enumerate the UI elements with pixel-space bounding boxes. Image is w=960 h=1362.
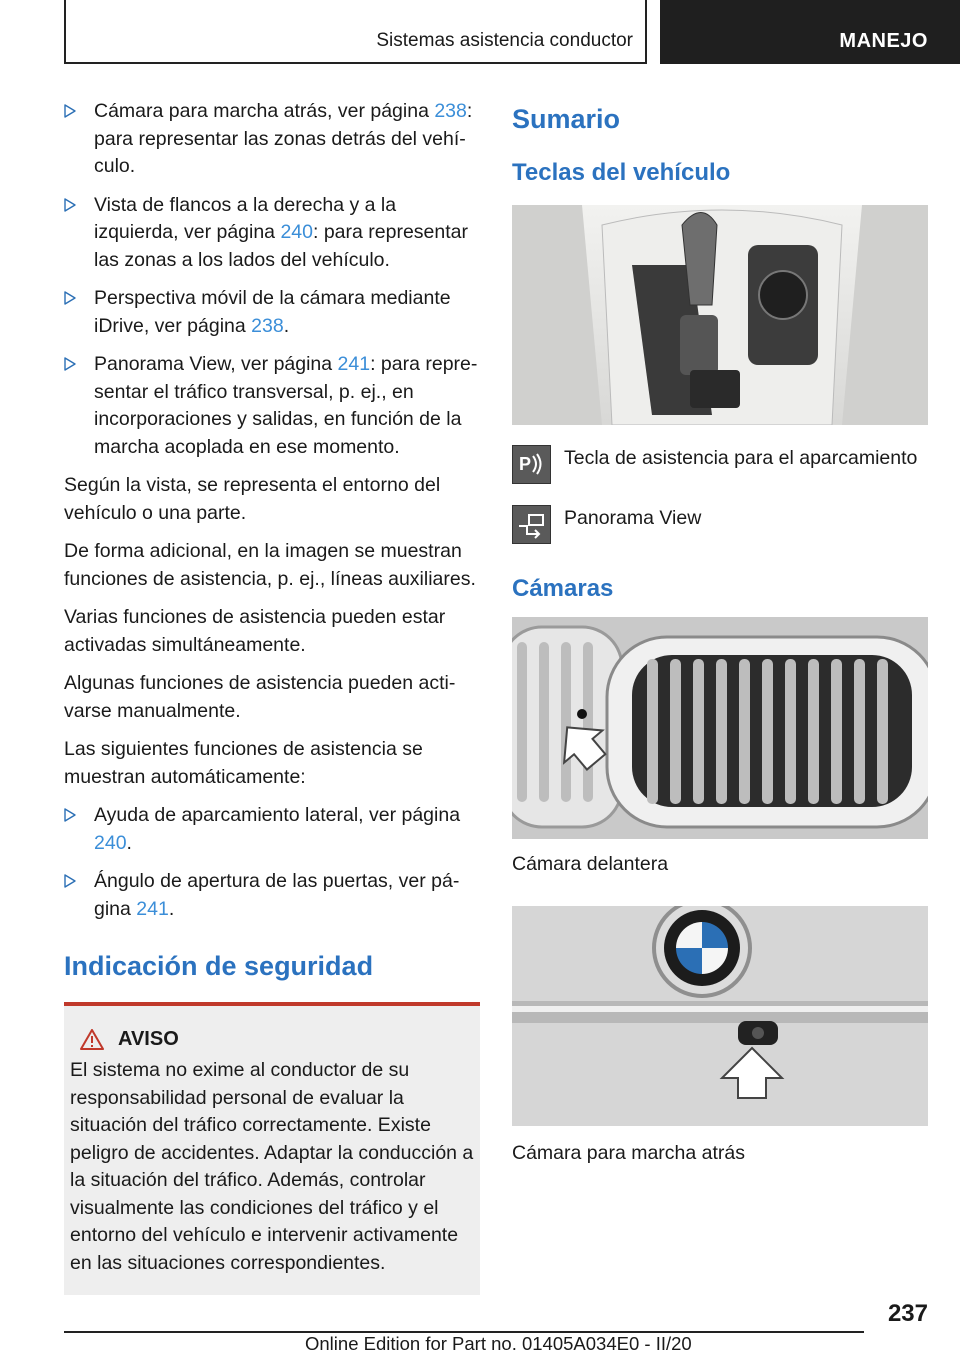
front-grille-illustration (512, 617, 928, 839)
vehicle-keys-heading: Teclas del vehículo (512, 159, 731, 186)
svg-text:P: P (519, 454, 532, 474)
bullet-text: Vista de flancos a la derecha y a la izquierda, ver página (94, 193, 397, 243)
front-camera-photo (512, 617, 928, 839)
bullet-item (64, 285, 482, 340)
body-paragraph: Las siguientes funciones de asistencia se muestran automáticamente: (64, 738, 423, 788)
bullet-triangle-icon (64, 291, 78, 305)
key-item (512, 445, 928, 505)
body-paragraph: Algunas funciones de asistencia pueden activarse manualmente. (64, 672, 456, 722)
bullet-item (64, 98, 482, 181)
page-reference-link[interactable]: 240 (94, 831, 127, 854)
section-title: Sistemas asistencia conductor (376, 30, 633, 51)
warning-header (80, 1028, 474, 1051)
bullet-text-tail: . (126, 831, 132, 854)
bullet-text: Ángulo de apertura de las puertas, ver página (94, 870, 460, 920)
body-paragraph: Según la vista, se representa el entorno del vehículo o una parte. (64, 474, 441, 524)
page-reference-link[interactable]: 238 (434, 100, 467, 122)
vehicle-keys-list (512, 445, 928, 565)
center-console-photo (512, 205, 928, 425)
bullet-item (64, 351, 482, 461)
chapter-label: MANEJO (839, 30, 928, 52)
page-reference-link[interactable]: 240 (280, 221, 313, 243)
cameras-heading: Cámaras (512, 575, 614, 602)
bullet-item (64, 868, 482, 923)
page-number: 237 (887, 1300, 928, 1327)
bullet-item (64, 192, 482, 275)
park-assist-key-icon (512, 445, 551, 484)
bullet-triangle-icon (64, 357, 78, 371)
bullet-text: Ayuda de aparcamiento lateral, ver página (94, 804, 461, 826)
key-label: Tecla de asistencia para el aparcamiento (564, 447, 918, 469)
page-reference-link[interactable]: 241 (337, 353, 371, 375)
bullet-text: Cámara para marcha atrás, ver página (94, 100, 435, 122)
bullet-triangle-icon (64, 874, 78, 888)
left-column (64, 98, 482, 1295)
edition-note: Online Edition for Part no. 01405A034E0 - II/20 (305, 1333, 692, 1354)
rear-camera-illustration (512, 906, 928, 1126)
right-column (512, 98, 928, 1165)
bullet-list-auto (64, 802, 482, 923)
bullet-text: Panorama View, ver página (94, 353, 338, 375)
body-paragraph: Varias funciones de asistencia pueden estar activadas simultáneamente. (64, 606, 446, 656)
rear-camera-caption: Cámara para marcha atrás (512, 1142, 746, 1164)
page-reference-link[interactable]: 241 (136, 897, 169, 920)
warning-text: El sistema no exime al conductor de su responsabilidad personal de evaluar la situación del tráfico correctamente. Existe peligro de accidentes. Adaptar la conducción a la situación del tráfico. Además, controlar visualmente las condiciones del tráfico y el entorno del vehículo e intervenir activamente en las situaciones correspondientes. (70, 1059, 474, 1274)
warning-box (64, 1006, 480, 1295)
center-console-illustration (512, 205, 928, 425)
bullet-triangle-icon (64, 198, 78, 212)
key-item (512, 505, 928, 565)
bullet-text-tail: : para representar el tráfico transversal, p. ej., en incorporaciones y salidas, en función de la marcha acoplada en ese momento. (94, 353, 478, 458)
chapter-tab (660, 0, 960, 64)
key-label: Panorama View (564, 507, 702, 529)
bullet-text-tail: . (168, 897, 175, 920)
paragraph-group (64, 472, 482, 791)
safety-heading: Indicación de seguridad (64, 951, 374, 981)
overview-heading: Sumario (512, 104, 621, 134)
panorama-view-key-icon (512, 505, 551, 544)
bullet-triangle-icon (64, 104, 78, 118)
body-paragraph: De forma adicional, en la imagen se muestran funciones de asistencia, p. ej., líneas auxiliares. (64, 540, 476, 590)
bullet-text: Perspectiva móvil de la cámara mediante iDrive, ver página (94, 287, 451, 337)
warning-label: AVISO (118, 1028, 179, 1050)
bullet-list-views (64, 98, 482, 461)
warning-triangle-icon (80, 1029, 104, 1050)
rear-camera-photo (512, 906, 928, 1126)
page-reference-link[interactable]: 238 (251, 314, 284, 337)
bullet-text-tail: : para representar las zonas a los lados del vehículo. (94, 221, 469, 271)
bullet-text-tail: : para representar las zonas detrás del vehículo. (94, 100, 473, 177)
bullet-item (64, 802, 482, 857)
front-camera-caption: Cámara delantera (512, 853, 669, 875)
bullet-text-tail: . (283, 314, 290, 337)
bullet-triangle-icon (64, 808, 78, 822)
header-section-box (64, 0, 647, 64)
